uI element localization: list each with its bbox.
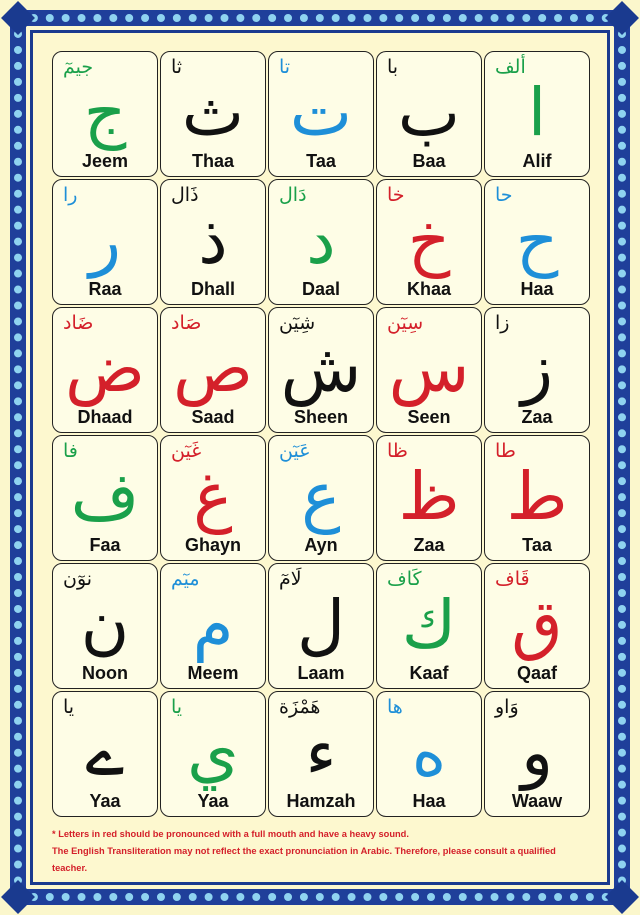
letter-name-arabic: هَمْزَة — [279, 696, 321, 718]
arabic-letter: ض — [65, 330, 145, 407]
letter-name-arabic: ألف — [495, 56, 526, 78]
letter-name-arabic: يا — [63, 696, 75, 718]
letter-transliteration: Hamzah — [286, 791, 356, 811]
arabic-letter: ج — [83, 74, 127, 151]
arabic-letter: ے — [85, 714, 125, 791]
arabic-letter: ظ — [398, 458, 460, 535]
letter-name-arabic: صَاد — [171, 312, 202, 334]
letter-transliteration: Yaa — [197, 791, 229, 811]
letter-transliteration: Kaaf — [409, 663, 449, 683]
arabic-letter: ص — [173, 330, 253, 407]
letter-card-noon — [52, 563, 158, 689]
letter-card-jeem — [52, 51, 158, 177]
letter-name-arabic: ثا — [171, 56, 183, 78]
letter-transliteration: Taa — [522, 535, 552, 555]
letter-transliteration: Ghayn — [184, 535, 241, 555]
letter-name-arabic: جيمٓ — [63, 56, 94, 78]
letter-name-arabic: نوٓن — [63, 568, 93, 590]
letter-card-qaaf — [484, 563, 590, 689]
letter-transliteration: Dhall — [190, 279, 235, 299]
letter-card-waaw — [484, 691, 590, 817]
letter-name-arabic: قَاف — [495, 568, 530, 590]
footnote-line-2: The English Transliteration may not reflect the exact pronunciation in Arabic. Therefore, please consult a qualified teacher. — [52, 846, 556, 873]
alphabet-grid — [52, 51, 590, 817]
letter-transliteration: Meem — [187, 663, 239, 683]
letter-name-arabic: لَامٓ — [279, 568, 302, 590]
letter-name-arabic: با — [387, 56, 399, 78]
letter-transliteration: Jeem — [81, 151, 129, 171]
arabic-letter: خ — [407, 202, 451, 279]
letter-card-thaa — [160, 51, 266, 177]
letter-card-seen — [376, 307, 482, 433]
letter-name-arabic: ذَال — [171, 184, 199, 206]
letter-name-arabic: شِيٓن — [279, 312, 316, 334]
letter-card-sheen — [268, 307, 374, 433]
letter-card-yaa — [160, 691, 266, 817]
letter-card-raa — [52, 179, 158, 305]
arabic-letter: ق — [511, 586, 563, 663]
letter-name-arabic: عَيٓن — [279, 440, 311, 462]
letter-name-arabic: طا — [495, 440, 516, 462]
letter-card-faa — [52, 435, 158, 561]
letter-transliteration: Raa — [88, 279, 122, 299]
letter-name-arabic: ميٓم — [171, 568, 200, 590]
arabic-letter: ك — [401, 586, 457, 663]
letter-transliteration: Zaa — [413, 535, 445, 555]
letter-card-ghayn — [160, 435, 266, 561]
letter-card-hamzah — [268, 691, 374, 817]
arabic-letter: و — [521, 714, 553, 791]
arabic-letter: ن — [80, 586, 130, 663]
letter-card-daal — [268, 179, 374, 305]
letter-card-zaa — [484, 307, 590, 433]
letter-transliteration: Yaa — [89, 791, 121, 811]
letter-transliteration: Taa — [306, 151, 336, 171]
letter-transliteration: Waaw — [511, 791, 563, 811]
letter-card-haa — [484, 179, 590, 305]
letter-card-khaa — [376, 179, 482, 305]
letter-card-baa — [376, 51, 482, 177]
arabic-letter: ف — [70, 458, 140, 535]
letter-transliteration: Haa — [520, 279, 554, 299]
letter-transliteration: Zaa — [521, 407, 553, 427]
arabic-letter: ح — [515, 202, 559, 279]
letter-transliteration: Ayn — [304, 535, 338, 555]
letter-name-arabic: دَال — [279, 184, 307, 206]
arabic-letter: د — [306, 202, 336, 279]
letter-transliteration: Noon — [82, 663, 128, 683]
arabic-letter: ه — [411, 714, 447, 791]
letter-name-arabic: ضَاد — [63, 312, 94, 334]
letter-transliteration: Qaaf — [516, 663, 558, 683]
letter-name-arabic: كَاف — [387, 568, 422, 590]
letter-card-saad — [160, 307, 266, 433]
arabic-letter: ع — [301, 458, 341, 535]
letter-card-taa — [268, 51, 374, 177]
letter-transliteration: Seen — [407, 407, 451, 427]
letter-name-arabic: خا — [387, 184, 405, 206]
arabic-letter: ط — [506, 458, 568, 535]
letter-card-zaa — [376, 435, 482, 561]
letter-name-arabic: ظا — [387, 440, 408, 462]
letter-transliteration: Laam — [297, 663, 345, 683]
arabic-letter: ش — [280, 330, 362, 407]
arabic-letter: ل — [297, 586, 345, 663]
arabic-letter: ز — [521, 330, 553, 407]
letter-transliteration: Daal — [301, 279, 341, 299]
letter-name-arabic: ها — [387, 696, 403, 718]
arabic-letter: ا — [527, 74, 547, 151]
arabic-letter: س — [388, 330, 470, 407]
arabic-letter: م — [192, 586, 234, 663]
letter-transliteration: Dhaad — [77, 407, 133, 427]
letter-name-arabic: وَاو — [495, 696, 519, 718]
letter-name-arabic: زا — [495, 312, 510, 334]
arabic-letter: ء — [305, 714, 337, 791]
letter-name-arabic: حا — [495, 184, 513, 206]
letter-transliteration: Thaa — [191, 151, 234, 171]
arabic-letter: ي — [187, 714, 239, 791]
letter-name-arabic: را — [63, 184, 78, 206]
letter-card-laam — [268, 563, 374, 689]
footnote-line-1: * Letters in red should be pronounced with a full mouth and have a heavy sound. — [52, 829, 409, 839]
letter-card-yaa — [52, 691, 158, 817]
letter-card-dhaad — [52, 307, 158, 433]
letter-transliteration: Haa — [412, 791, 446, 811]
arabic-letter: غ — [193, 458, 233, 535]
arabic-letter: ر — [89, 202, 121, 279]
letter-transliteration: Alif — [522, 151, 552, 171]
letter-card-dhall — [160, 179, 266, 305]
letter-name-arabic: يا — [171, 696, 183, 718]
arabic-letter: ب — [397, 74, 461, 151]
letter-card-kaaf — [376, 563, 482, 689]
letter-transliteration: Saad — [191, 407, 235, 427]
letter-name-arabic: غَيٓن — [171, 440, 202, 462]
letter-card-haa — [376, 691, 482, 817]
arabic-letter: ت — [289, 74, 353, 151]
letter-card-meem — [160, 563, 266, 689]
letter-transliteration: Khaa — [406, 279, 451, 299]
arabic-letter: ذ — [198, 202, 228, 279]
arabic-letter: ث — [181, 74, 245, 151]
letter-transliteration: Faa — [89, 535, 121, 555]
letter-name-arabic: تا — [279, 56, 291, 78]
letter-transliteration: Sheen — [293, 407, 349, 427]
letter-card-taa — [484, 435, 590, 561]
letter-transliteration: Baa — [412, 151, 446, 171]
letter-card-alif — [484, 51, 590, 177]
letter-name-arabic: فا — [63, 440, 78, 462]
letter-card-ayn — [268, 435, 374, 561]
letter-name-arabic: سِيٓن — [387, 312, 424, 334]
footnote — [52, 826, 592, 877]
